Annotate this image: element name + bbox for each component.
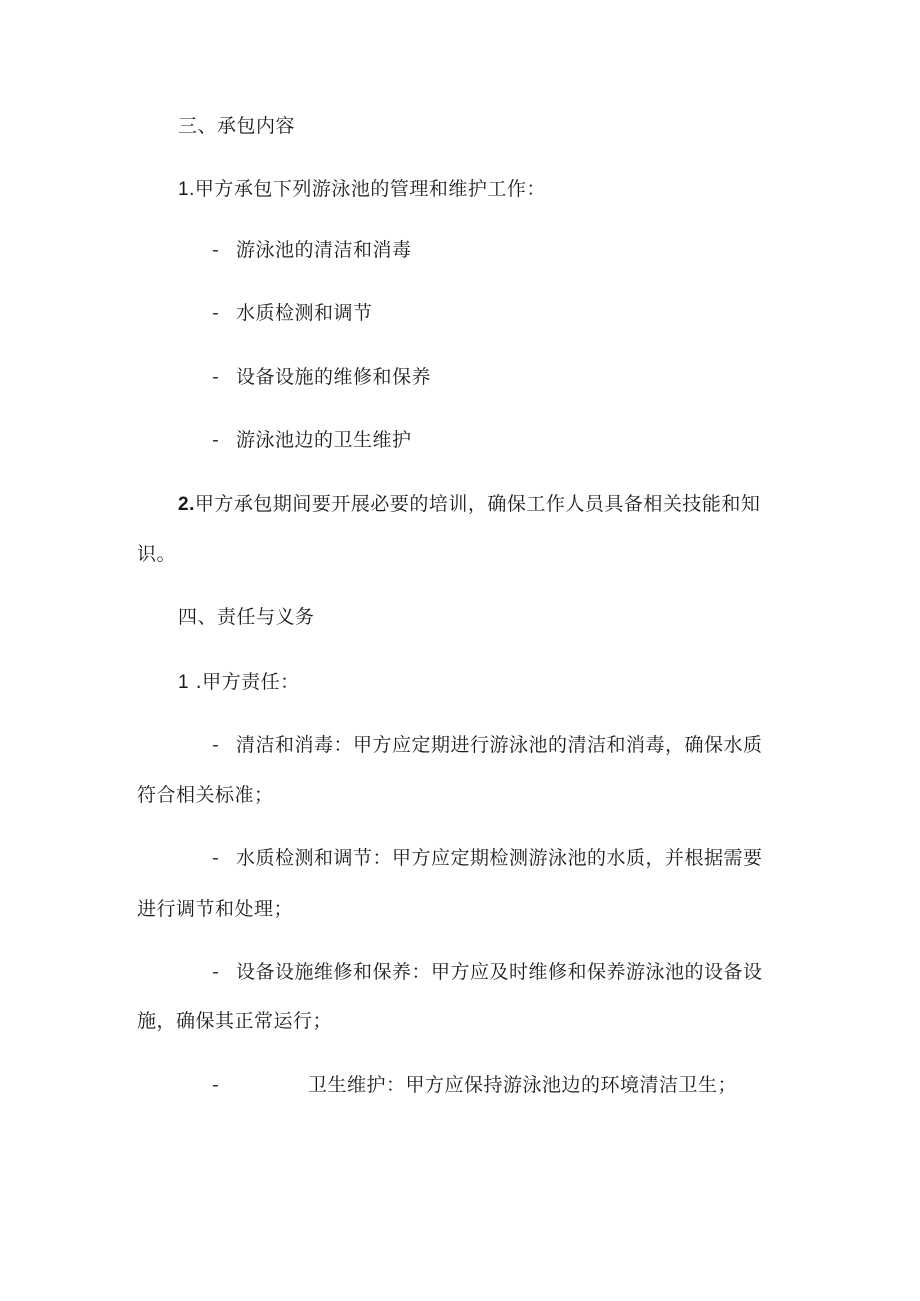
section-heading-3: 三、承包内容 [178, 115, 296, 137]
list-item [212, 238, 412, 262]
duty-item [212, 846, 763, 870]
section3-item-1 [178, 177, 546, 202]
duty-text: 清洁和消毒：甲方应定期进行游泳池的清洁和消毒，确保水质 [236, 734, 763, 756]
list-item-text: 游泳池的清洁和消毒 [236, 239, 412, 261]
dash-marker: - [212, 302, 220, 324]
section-heading-4: 四、责任与义务 [178, 606, 315, 628]
item-text: 甲方承包期间要开展必要的培训，确保工作人员具备相关技能和知 [194, 493, 761, 515]
dash-marker: - [212, 239, 220, 261]
item-text: .甲方责任： [195, 671, 300, 693]
duty-item [212, 960, 763, 984]
item-number: 2. [178, 494, 195, 515]
duty-text-continuation: 进行调节和处理； [137, 898, 294, 920]
dash-marker: - [212, 429, 220, 451]
item-number: 1 [178, 672, 190, 693]
duty-text: 设备设施维修和保养：甲方应及时维修和保养游泳池的设备设 [236, 961, 763, 983]
section3-item-2 [178, 492, 760, 517]
dash-marker: - [212, 366, 220, 388]
item-text: 甲方承包下列游泳池的管理和维护工作： [194, 178, 546, 200]
list-item-text: 游泳池边的卫生维护 [236, 429, 412, 451]
item-text-continuation: 识。 [137, 543, 177, 565]
list-item-text: 设备设施的维修和保养 [236, 366, 432, 388]
list-item [212, 428, 412, 452]
duty-text-continuation: 施，确保其正常运行； [137, 1010, 333, 1032]
list-item [212, 365, 431, 389]
dash-marker: - [212, 961, 220, 983]
duty-text: 卫生维护：甲方应保持游泳池边的环境清洁卫生； [308, 1074, 738, 1096]
duty-text: 水质检测和调节：甲方应定期检测游泳池的水质，并根据需要 [236, 847, 763, 869]
duty-text-continuation: 符合相关标准； [137, 784, 274, 806]
dash-marker: - [212, 1074, 220, 1096]
list-item [212, 301, 373, 325]
section4-item-1 [178, 670, 300, 695]
duty-item [212, 1073, 737, 1097]
duty-item [212, 733, 763, 757]
dash-marker: - [212, 734, 220, 756]
item-number: 1. [178, 179, 195, 200]
dash-marker: - [212, 847, 220, 869]
list-item-text: 水质检测和调节 [236, 302, 373, 324]
